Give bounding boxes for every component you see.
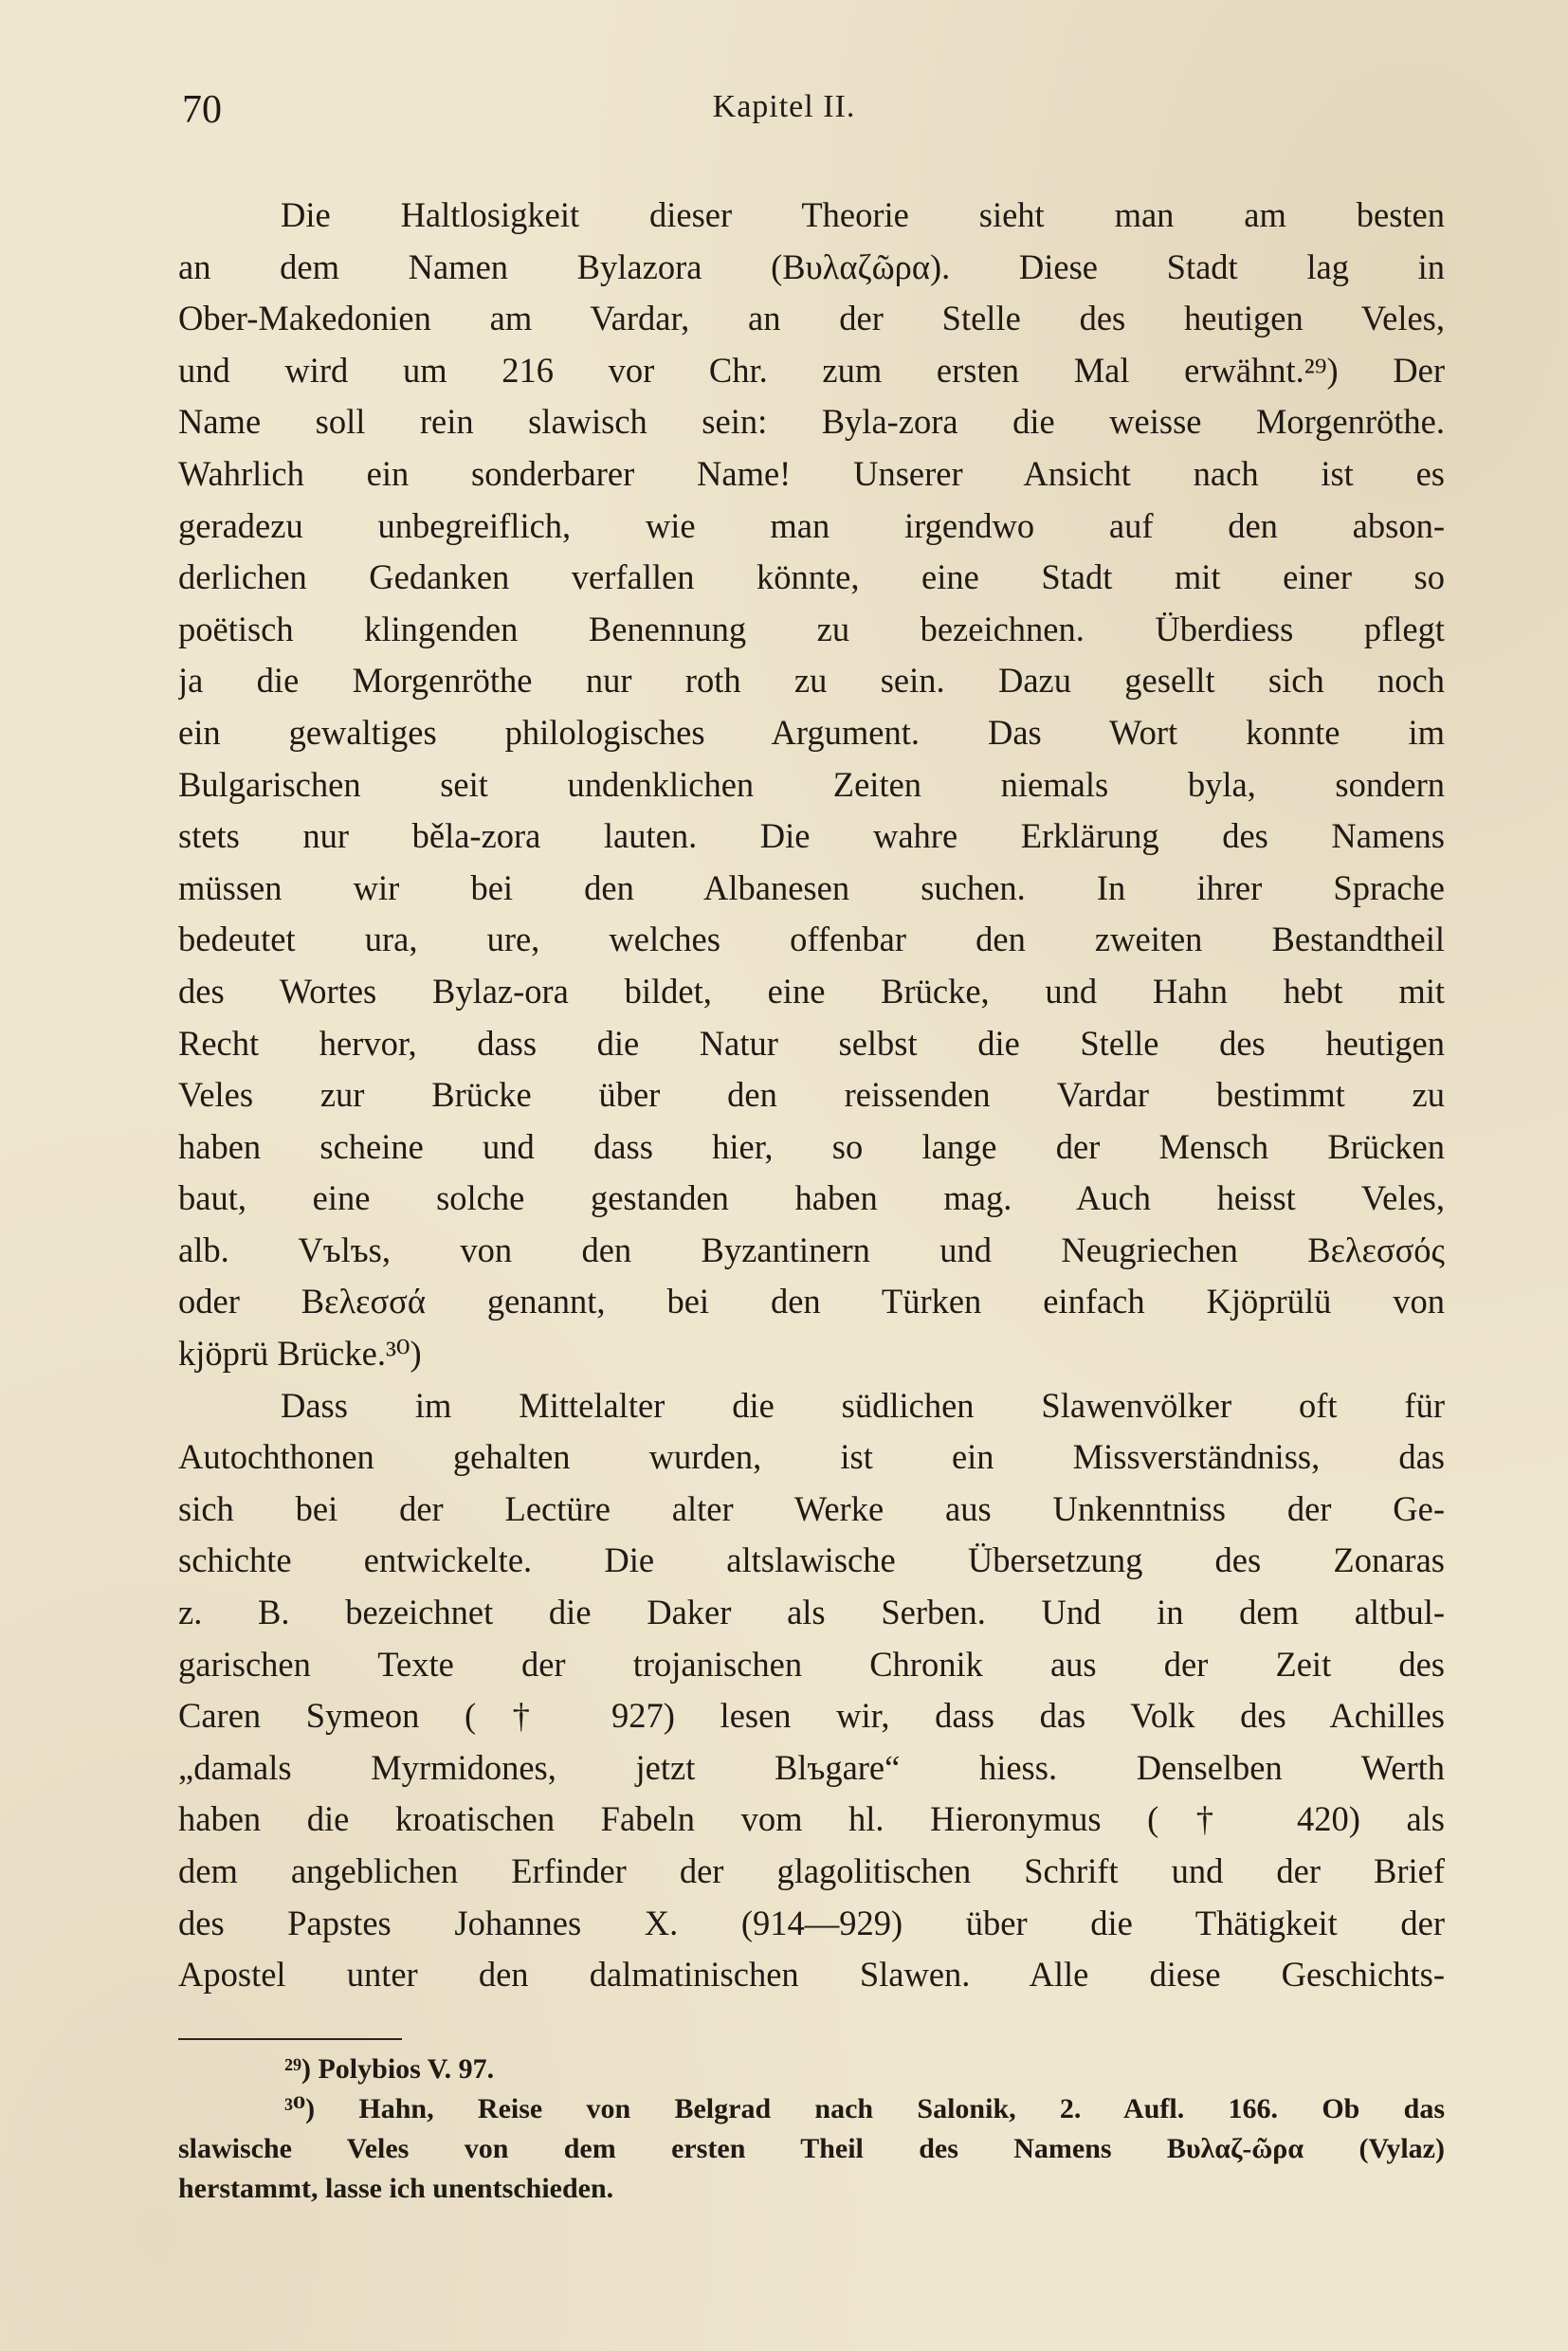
text-line: müssen wir bei den Albanesen suchen. In ihrer Sprache xyxy=(178,867,1445,907)
text-line: baut, eine solche gestanden haben mag. Auch heisst Veles, xyxy=(178,1178,1445,1218)
text-line: Apostel unter den dalmatinischen Slawen. Alle diese Geschichts- xyxy=(178,1955,1445,1995)
text-line: oder Βελεσσά genannt, bei den Türken einfach Kjöprülü von xyxy=(178,1282,1445,1321)
page-number: 70 xyxy=(182,88,222,132)
text-line: kjöprü Brücke.³⁰) xyxy=(178,1334,422,1374)
text-line: ein gewaltiges philologisches Argument. Das Wort konnte im xyxy=(178,712,1445,752)
footnotes xyxy=(178,2050,1445,2209)
text-line: und wird um 216 vor Chr. zum ersten Mal erwähnt.²⁹) Der xyxy=(178,350,1445,390)
text-line: Die Haltlosigkeit dieser Theorie sieht man am besten xyxy=(281,195,1445,234)
text-line: geradezu unbegreiflich, wie man irgendwo auf den abson- xyxy=(178,505,1445,545)
text-line: an dem Namen Bylazora (Βυλαζῶρα). Diese Stadt lag in xyxy=(178,246,1445,286)
text-line: Ober-Makedonien am Vardar, an der Stelle des heutigen Veles, xyxy=(178,299,1445,338)
text-line: Autochthonen gehalten wurden, ist ein Missverständniss, das xyxy=(178,1437,1445,1477)
text-line: schichte entwickelte. Die altslawische Übersetzung des Zonaras xyxy=(178,1540,1445,1580)
text-line: Recht hervor, dass die Natur selbst die Stelle des heutigen xyxy=(178,1023,1445,1063)
text-line: dem angeblichen Erfinder der glagolitischen Schrift und der Brief xyxy=(178,1851,1445,1890)
footnote-line: slawische Veles von dem ersten Theil des Namens Βυλαζ-ῶρα (Vylaz) xyxy=(178,2133,1445,2164)
text-line: Veles zur Brücke über den reissenden Vardar bestimmt zu xyxy=(178,1075,1445,1115)
text-line: Wahrlich ein sonderbarer Name! Unserer Ansicht nach ist es xyxy=(178,453,1445,493)
text-line: Bulgarischen seit undenklichen Zeiten niemals byla, sondern xyxy=(178,764,1445,804)
text-line: ja die Morgenröthe nur roth zu sein. Dazu gesellt sich noch xyxy=(178,661,1445,701)
text-line: poëtisch klingenden Benennung zu bezeichnen. Überdiess pflegt xyxy=(178,609,1445,648)
text-line: Name soll rein slawisch sein: Byla-zora die weisse Morgenröthe. xyxy=(178,402,1445,442)
body-text xyxy=(178,190,1445,2001)
text-line: garischen Texte der trojanischen Chronik aus der Zeit des xyxy=(178,1644,1445,1684)
text-line: haben scheine und dass hier, so lange der Mensch Brücken xyxy=(178,1126,1445,1166)
text-line: des Wortes Bylaz-ora bildet, eine Brücke, und Hahn hebt mit xyxy=(178,971,1445,1011)
text-line: Dass im Mittelalter die südlichen Slawenvölker oft für xyxy=(281,1385,1445,1425)
text-line: haben die kroatischen Fabeln vom hl. Hieronymus († 420) als xyxy=(178,1799,1445,1839)
footnote-divider xyxy=(178,2038,402,2040)
text-line: stets nur běla-zora lauten. Die wahre Erklärung des Namens xyxy=(178,816,1445,856)
text-line: sich bei der Lectüre alter Werke aus Unkenntniss der Ge- xyxy=(178,1488,1445,1528)
text-line: des Papstes Johannes X. (914—929) über die Thätigkeit der xyxy=(178,1903,1445,1942)
text-line: derlichen Gedanken verfallen könnte, eine Stadt mit einer so xyxy=(178,557,1445,597)
text-line: „damals Myrmidones, jetzt Blъgare“ hiess. Denselben Werth xyxy=(178,1747,1445,1787)
page-header xyxy=(0,0,1568,171)
footnote-line: ²⁹) Polybios V. 97. xyxy=(284,2053,495,2085)
text-line: alb. Vъlъs, von den Byzantinern und Neugriechen Βελεσσός xyxy=(178,1230,1445,1269)
running-head: Kapitel II. xyxy=(712,89,856,124)
text-line: bedeutet ura, ure, welches offenbar den zweiten Bestandtheil xyxy=(178,920,1445,959)
text-line: z. B. bezeichnet die Daker als Serben. Und in dem altbul- xyxy=(178,1593,1445,1632)
text-line: Caren Symeon († 927) lesen wir, dass das Volk des Achilles xyxy=(178,1696,1445,1736)
footnote-line: herstammt, lasse ich unentschieden. xyxy=(178,2173,614,2204)
footnote-line: ³⁰) Hahn, Reise von Belgrad nach Salonik, 2. Aufl. 166. Ob das xyxy=(284,2093,1445,2124)
